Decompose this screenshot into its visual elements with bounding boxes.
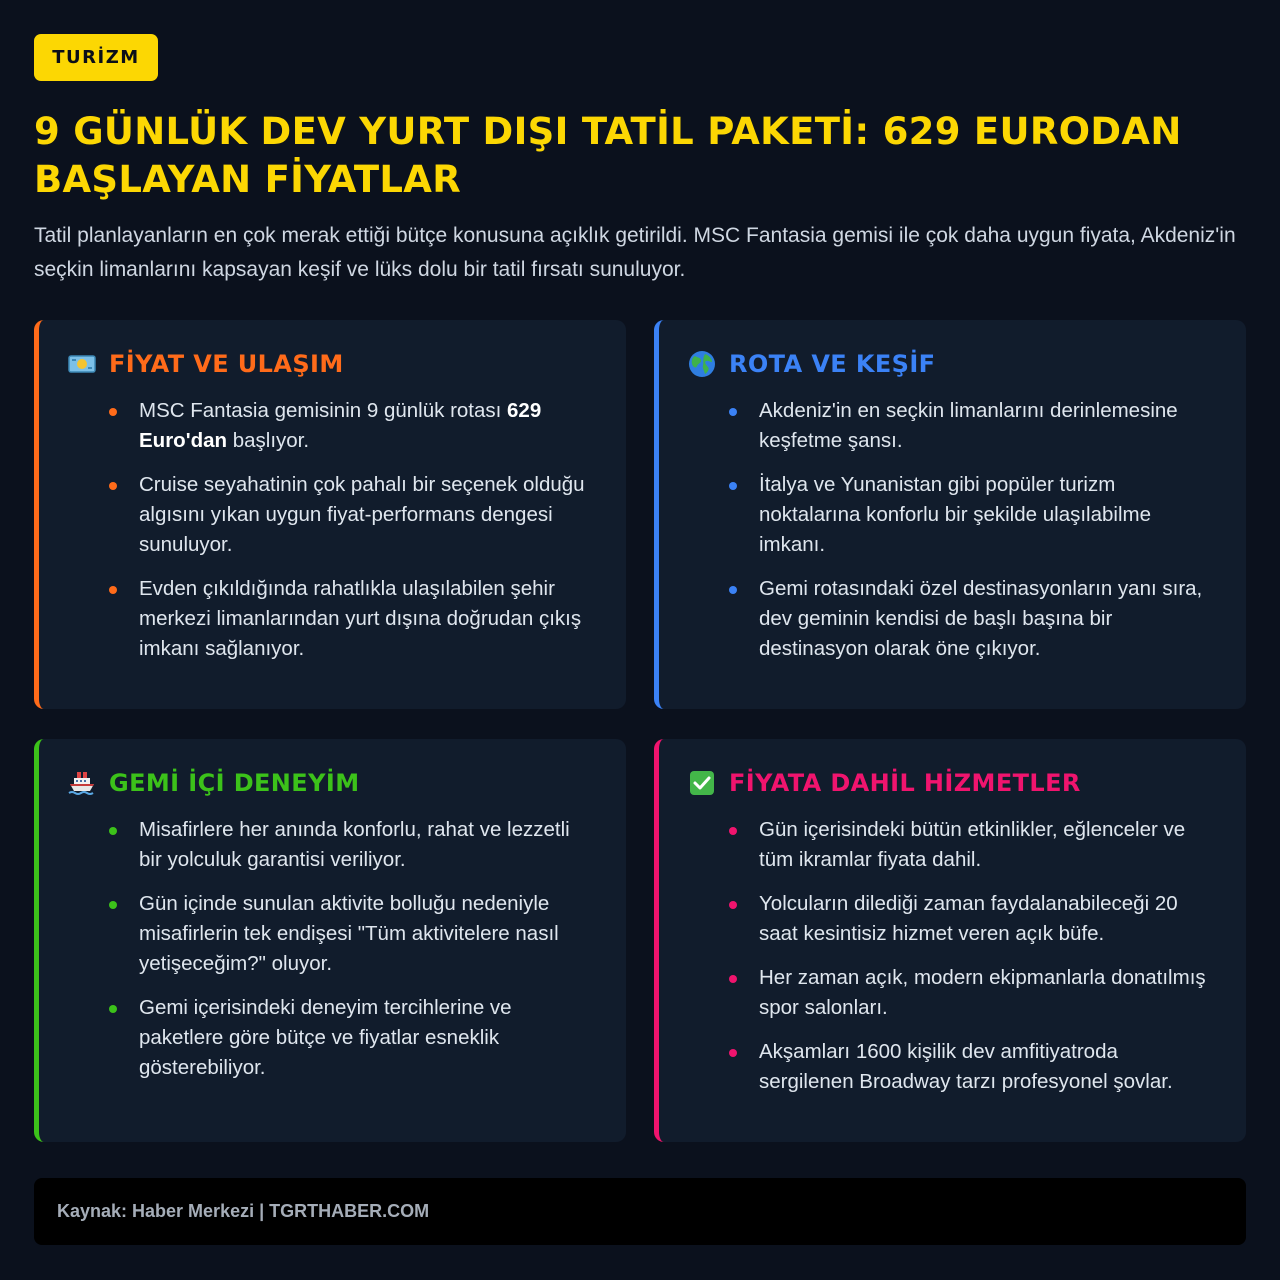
card-header — [67, 763, 596, 803]
bullet-dot — [109, 827, 117, 835]
bullet-dot — [729, 482, 737, 490]
bullet-dot — [109, 586, 117, 594]
lead-paragraph: Tatil planlayanların en çok merak ettiği bütçe konusuna açıklık getirildi. MSC Fantasia gemisi ile çok daha uygun fiyata, Akdeniz'in seçkin limanlarını kapsayan keşif ve lüks dolu bir tatil fırsatı sunuluyor. — [34, 224, 1236, 281]
list-item: Gün içinde sunulan aktivite bolluğu nedeniyle misafirlerin tek endişesi "Tüm aktivitelere nasıl yetişeceğim?" oluyor. — [109, 889, 596, 979]
card-list — [67, 815, 596, 1083]
page-title: 9 GÜNLÜK DEV YURT DIŞI TATİL PAKETİ: 629 EURODAN BAŞLAYAN FİYATLAR — [34, 110, 1182, 201]
card-gemi-ici — [34, 739, 626, 1142]
source-footer: Kaynak: Haber Merkezi | TGRTHABER.COM — [34, 1178, 1246, 1245]
bullet-dot — [109, 482, 117, 490]
card-header — [687, 763, 1216, 803]
card-title: GEMİ İÇİ DENEYİM — [109, 769, 360, 797]
category-badge: TURİZM — [34, 34, 158, 81]
card-dahil-hizmetler — [654, 739, 1246, 1142]
card-rota-kesif — [654, 320, 1246, 709]
card-header — [67, 344, 596, 384]
list-item: Gemi içerisindeki deneyim tercihlerine ve paketlere göre bütçe ve fiyatlar esneklik gösterebiliyor. — [109, 993, 596, 1083]
card-list — [687, 396, 1216, 664]
bullet-dot — [729, 827, 737, 835]
card-header — [687, 344, 1216, 384]
bullet-dot — [729, 408, 737, 416]
check-icon — [687, 768, 717, 798]
list-item: Gemi rotasındaki özel destinasyonların yanı sıra, dev geminin kendisi de başlı başına bir destinasyon olarak öne çıkıyor. — [729, 574, 1216, 664]
bullet-dot — [109, 408, 117, 416]
bullet-dot — [729, 901, 737, 909]
card-title: FİYAT VE ULAŞIM — [109, 350, 344, 378]
ship-icon — [67, 768, 97, 798]
card-title: ROTA VE KEŞİF — [729, 350, 936, 378]
list-item: Cruise seyahatinin çok pahalı bir seçenek olduğu algısını yıkan uygun fiyat-performans dengesi sunuluyor. — [109, 470, 596, 560]
bullet-dot — [729, 1049, 737, 1057]
list-item: Gün içerisindeki bütün etkinlikler, eğlenceler ve tüm ikramlar fiyata dahil. — [729, 815, 1216, 875]
card-fiyat-ulasim — [34, 320, 626, 709]
money-icon — [67, 349, 97, 379]
list-item: Misafirlere her anında konforlu, rahat ve lezzetli bir yolculuk garantisi veriliyor. — [109, 815, 596, 875]
list-item: MSC Fantasia gemisinin 9 günlük rotası 629 Euro'dan başlıyor. — [109, 396, 596, 456]
list-item: Evden çıkıldığında rahatlıkla ulaşılabilen şehir merkezi limanlarından yurt dışına doğrudan çıkış imkanı sağlanıyor. — [109, 574, 596, 664]
bullet-dot — [729, 586, 737, 594]
bullet-dot — [109, 901, 117, 909]
bullet-dot — [109, 1005, 117, 1013]
list-item: Akşamları 1600 kişilik dev amfitiyatroda sergilenen Broadway tarzı profesyonel şovlar. — [729, 1037, 1216, 1097]
list-item: Her zaman açık, modern ekipmanlarla donatılmış spor salonları. — [729, 963, 1216, 1023]
list-item: Yolcuların dilediği zaman faydalanabileceği 20 saat kesintisiz hizmet veren açık büfe. — [729, 889, 1216, 949]
list-item: Akdeniz'in en seçkin limanlarını derinlemesine keşfetme şansı. — [729, 396, 1216, 456]
list-item: İtalya ve Yunanistan gibi popüler turizm noktalarına konforlu bir şekilde ulaşılabilme imkanı. — [729, 470, 1216, 560]
card-list — [687, 815, 1216, 1097]
bullet-dot — [729, 975, 737, 983]
globe-icon — [687, 349, 717, 379]
card-title: FİYATA DAHİL HİZMETLER — [729, 769, 1081, 797]
card-list — [67, 396, 596, 664]
